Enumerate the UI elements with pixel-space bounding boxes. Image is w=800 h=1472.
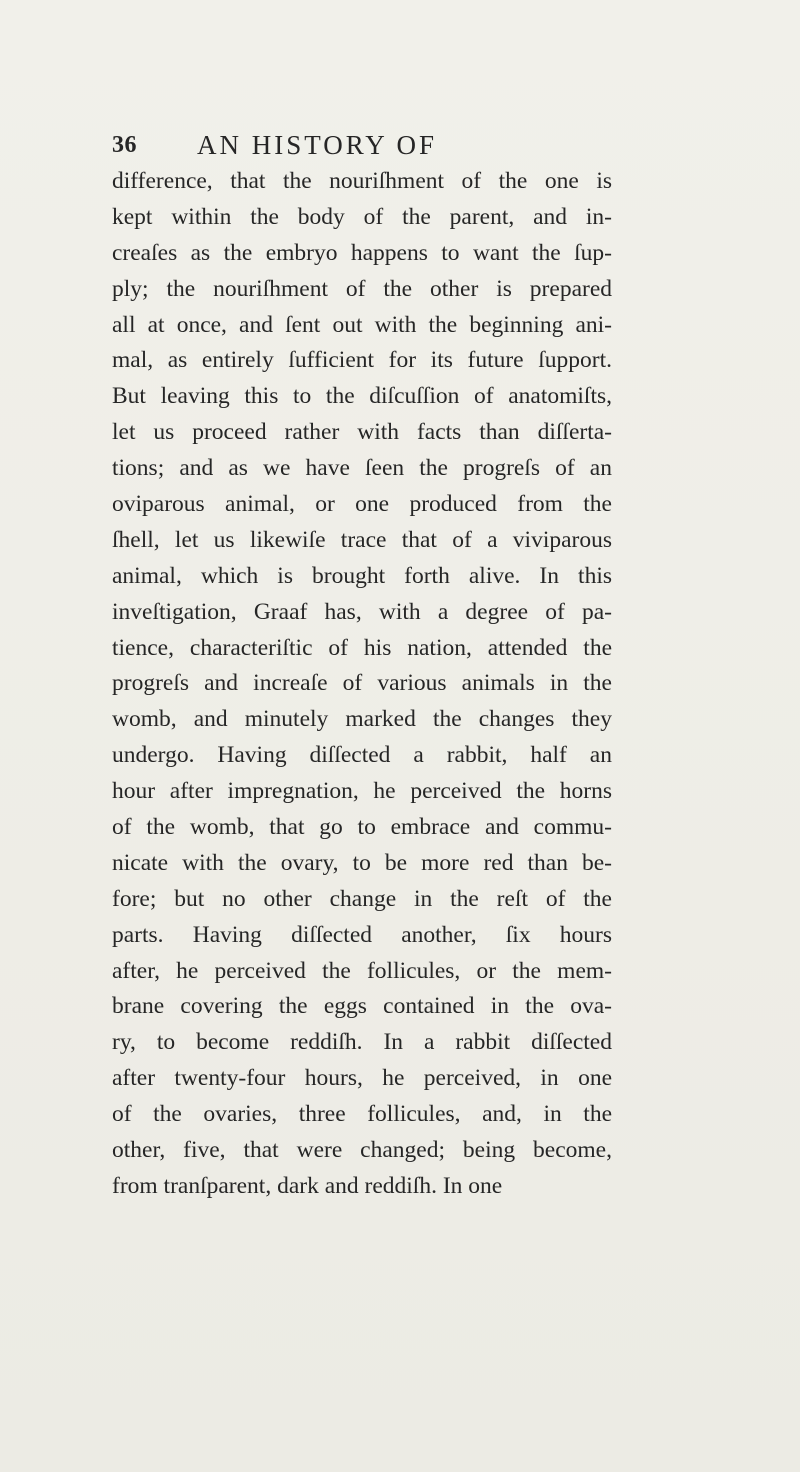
text-line: But leaving this to the diſcuſſion of anatomiſts,: [112, 383, 612, 410]
text-line: hour after impregnation, he perceived the horns: [112, 778, 612, 805]
text-line: ry, to become reddiſh. In a rabbit diſſected: [112, 1029, 612, 1056]
page-header: [112, 130, 590, 166]
text-line: ſhell, let us likewiſe trace that of a viviparous: [112, 526, 612, 553]
text-line: creaſes as the embryo happens to want the ſup-: [112, 239, 612, 266]
text-line: after twenty-four hours, he perceived, in one: [112, 1065, 612, 1092]
text-line: progreſs and increaſe of various animals in the: [112, 670, 612, 697]
text-line: let us proceed rather with facts than diſſerta-: [112, 419, 612, 446]
text-line: other, five, that were changed; being become,: [112, 1137, 612, 1164]
text-line: nicate with the ovary, to be more red than be-: [112, 849, 612, 876]
text-line: tience, characteriſtic of his nation, attended the: [112, 634, 612, 661]
text-line: difference, that the nouriſhment of the one is: [112, 168, 612, 194]
text-line: mal, as entirely ſufficient for its future ſupport.: [112, 347, 612, 374]
text-line: animal, which is brought forth alive. In this: [112, 562, 612, 589]
text-line: inveſtigation, Graaf has, with a degree of pa-: [112, 598, 612, 625]
running-head: AN HISTORY OF: [197, 130, 438, 160]
body-text: [112, 164, 612, 1205]
text-line: of the ovaries, three follicules, and, in the: [112, 1101, 612, 1128]
text-line: of the womb, that go to embrace and commu-: [112, 814, 612, 841]
text-line: ply; the nouriſhment of the other is prepared: [112, 275, 612, 302]
text-line: tions; and as we have ſeen the progreſs of an: [112, 455, 612, 482]
text-line: undergo. Having diſſected a rabbit, half an: [112, 742, 612, 769]
text-line: after, he perceived the follicules, or the mem-: [112, 957, 612, 984]
text-line: from tranſparent, dark and reddiſh. In one: [112, 1172, 503, 1199]
page-number: 36: [112, 132, 137, 158]
text-line: fore; but no other change in the reſt of the: [112, 885, 612, 912]
text-line: all at once, and ſent out with the beginning ani-: [112, 311, 612, 338]
text-line: brane covering the eggs contained in the ova-: [112, 993, 612, 1020]
text-line: parts. Having diſſected another, ſix hours: [112, 921, 612, 948]
text-line: womb, and minutely marked the changes they: [112, 706, 612, 733]
text-line: oviparous animal, or one produced from the: [112, 491, 612, 518]
text-line: kept within the body of the parent, and in-: [112, 203, 612, 230]
